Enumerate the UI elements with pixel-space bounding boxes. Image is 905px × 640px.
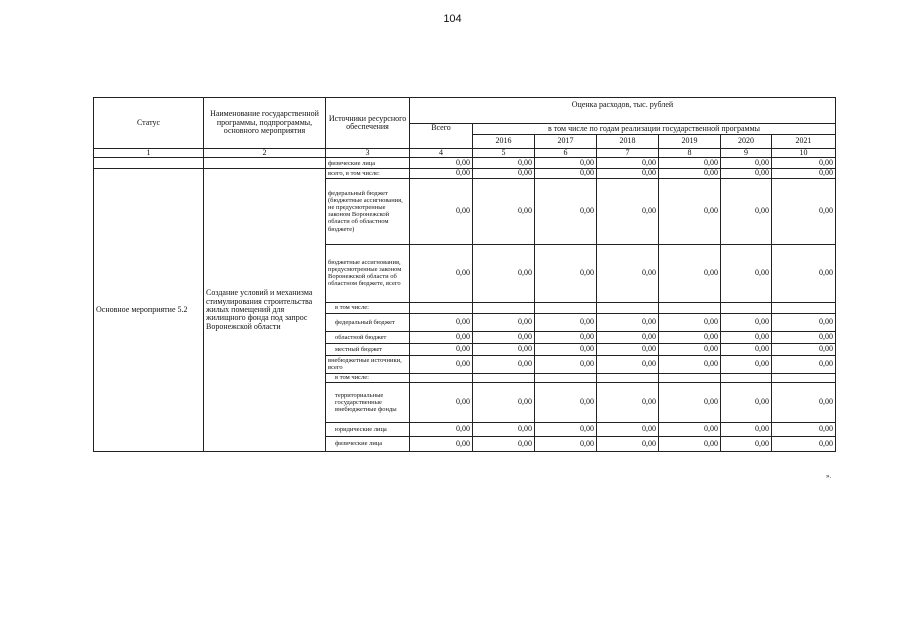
value-year — [772, 302, 836, 313]
value-year: 0,00 — [659, 169, 721, 178]
source-label: бюджетные ассигнования, предусмотренные законом Воронежской области об областном бюджете, всего — [326, 244, 410, 302]
header-sources: Источники ресурсного обеспечения — [326, 98, 410, 149]
value-year: 0,00 — [721, 382, 772, 422]
column-number: 3 — [326, 149, 410, 158]
value-year: 0,00 — [535, 158, 597, 169]
source-label: областной бюджет — [326, 331, 410, 343]
empty-cell — [94, 158, 204, 169]
header-total: Всего — [410, 124, 473, 149]
table-row — [94, 158, 836, 169]
value-year: 0,00 — [721, 244, 772, 302]
source-label: федеральный бюджет (бюджетные ассигнования, не предусмотренные законом Воронежской области об областном бюджете) — [326, 178, 410, 244]
value-year: 0,00 — [597, 436, 659, 451]
closing-quote-mark: ». — [826, 474, 832, 480]
value-total: 0,00 — [410, 244, 473, 302]
value-year: 0,00 — [473, 436, 535, 451]
value-year — [659, 373, 721, 382]
value-total: 0,00 — [410, 422, 473, 436]
value-year: 0,00 — [772, 169, 836, 178]
value-year: 0,00 — [473, 422, 535, 436]
value-year: 0,00 — [535, 382, 597, 422]
value-total: 0,00 — [410, 436, 473, 451]
column-number: 2 — [204, 149, 326, 158]
value-year — [535, 302, 597, 313]
value-year: 0,00 — [535, 331, 597, 343]
value-year: 0,00 — [473, 178, 535, 244]
value-year: 0,00 — [535, 178, 597, 244]
value-year: 0,00 — [721, 331, 772, 343]
source-label: внебюджетные источники, всего — [326, 355, 410, 373]
value-total: 0,00 — [410, 313, 473, 331]
value-total: 0,00 — [410, 343, 473, 355]
value-year: 0,00 — [772, 355, 836, 373]
value-year: 0,00 — [597, 343, 659, 355]
value-total: 0,00 — [410, 331, 473, 343]
value-year: 0,00 — [772, 313, 836, 331]
header-by-years: в том числе по годам реализации государственной программы — [473, 124, 836, 135]
value-year: 0,00 — [597, 422, 659, 436]
value-year: 0,00 — [659, 331, 721, 343]
column-number: 6 — [535, 149, 597, 158]
value-total: 0,00 — [410, 382, 473, 422]
value-year: 0,00 — [659, 313, 721, 331]
header-year: 2017 — [535, 135, 597, 149]
header-program-name: Наименование государственной программы, подпрограммы, основного мероприятия — [204, 98, 326, 149]
table-row — [94, 169, 836, 178]
block-name: Создание условий и механизма стимулирования строительства жилых помещений для жилищного фонда под запрос Воронежской области — [204, 169, 326, 451]
value-year: 0,00 — [772, 422, 836, 436]
column-number: 8 — [659, 149, 721, 158]
value-year: 0,00 — [772, 244, 836, 302]
value-year: 0,00 — [721, 355, 772, 373]
value-total: 0,00 — [410, 158, 473, 169]
value-year: 0,00 — [473, 382, 535, 422]
column-number: 10 — [772, 149, 836, 158]
value-year: 0,00 — [721, 422, 772, 436]
value-year: 0,00 — [473, 169, 535, 178]
value-year — [772, 373, 836, 382]
value-year: 0,00 — [597, 355, 659, 373]
value-total — [410, 373, 473, 382]
source-label: всего, в том числе: — [326, 169, 410, 178]
value-year: 0,00 — [721, 178, 772, 244]
source-label: территориальные государственные внебюджетные фонды — [326, 382, 410, 422]
value-year: 0,00 — [473, 244, 535, 302]
value-year: 0,00 — [473, 331, 535, 343]
value-year: 0,00 — [772, 331, 836, 343]
value-year: 0,00 — [597, 313, 659, 331]
value-year: 0,00 — [535, 422, 597, 436]
header-year: 2019 — [659, 135, 721, 149]
value-year: 0,00 — [597, 244, 659, 302]
header-year: 2016 — [473, 135, 535, 149]
page-number: 104 — [443, 13, 462, 25]
header-year: 2018 — [597, 135, 659, 149]
value-year — [473, 302, 535, 313]
value-year: 0,00 — [535, 169, 597, 178]
value-year — [721, 302, 772, 313]
value-year: 0,00 — [772, 343, 836, 355]
block-status: Основное мероприятие 5.2 — [94, 169, 204, 451]
column-number: 9 — [721, 149, 772, 158]
value-year: 0,00 — [535, 244, 597, 302]
resource-estimate-table — [93, 97, 836, 452]
value-total: 0,00 — [410, 355, 473, 373]
value-year: 0,00 — [772, 382, 836, 422]
value-year — [597, 373, 659, 382]
value-year: 0,00 — [659, 436, 721, 451]
value-year: 0,00 — [597, 382, 659, 422]
value-year — [721, 373, 772, 382]
value-year: 0,00 — [535, 436, 597, 451]
value-year: 0,00 — [721, 169, 772, 178]
column-number: 4 — [410, 149, 473, 158]
value-year: 0,00 — [535, 355, 597, 373]
source-label: федеральный бюджет — [326, 313, 410, 331]
value-year — [473, 373, 535, 382]
source-label: местный бюджет — [326, 343, 410, 355]
value-total — [410, 302, 473, 313]
value-year: 0,00 — [535, 343, 597, 355]
source-label: физические лица — [326, 158, 410, 169]
header-year: 2020 — [721, 135, 772, 149]
value-year: 0,00 — [721, 158, 772, 169]
value-year: 0,00 — [721, 436, 772, 451]
header-estimate: Оценка расходов, тыс. рублей — [410, 98, 836, 124]
value-year — [535, 373, 597, 382]
value-year: 0,00 — [659, 178, 721, 244]
value-year: 0,00 — [473, 355, 535, 373]
column-number: 1 — [94, 149, 204, 158]
empty-cell — [204, 158, 326, 169]
source-label: физические лица — [326, 436, 410, 451]
value-year: 0,00 — [721, 313, 772, 331]
column-number: 7 — [597, 149, 659, 158]
header-year: 2021 — [772, 135, 836, 149]
value-year: 0,00 — [473, 313, 535, 331]
value-year: 0,00 — [659, 244, 721, 302]
column-number: 5 — [473, 149, 535, 158]
value-year: 0,00 — [772, 158, 836, 169]
value-year — [597, 302, 659, 313]
value-year: 0,00 — [659, 382, 721, 422]
value-year: 0,00 — [473, 343, 535, 355]
value-year: 0,00 — [659, 422, 721, 436]
value-year: 0,00 — [772, 436, 836, 451]
value-year — [659, 302, 721, 313]
value-year: 0,00 — [772, 178, 836, 244]
value-year: 0,00 — [659, 158, 721, 169]
value-year: 0,00 — [597, 169, 659, 178]
value-total: 0,00 — [410, 178, 473, 244]
source-label: в том числе: — [326, 373, 410, 382]
value-year: 0,00 — [721, 343, 772, 355]
header-status: Статус — [94, 98, 204, 149]
value-year: 0,00 — [473, 158, 535, 169]
value-year: 0,00 — [597, 158, 659, 169]
value-year: 0,00 — [597, 178, 659, 244]
value-year: 0,00 — [535, 313, 597, 331]
source-label: юридические лица — [326, 422, 410, 436]
value-year: 0,00 — [659, 355, 721, 373]
value-year: 0,00 — [659, 343, 721, 355]
source-label: в том числе: — [326, 302, 410, 313]
value-total: 0,00 — [410, 169, 473, 178]
value-year: 0,00 — [597, 331, 659, 343]
